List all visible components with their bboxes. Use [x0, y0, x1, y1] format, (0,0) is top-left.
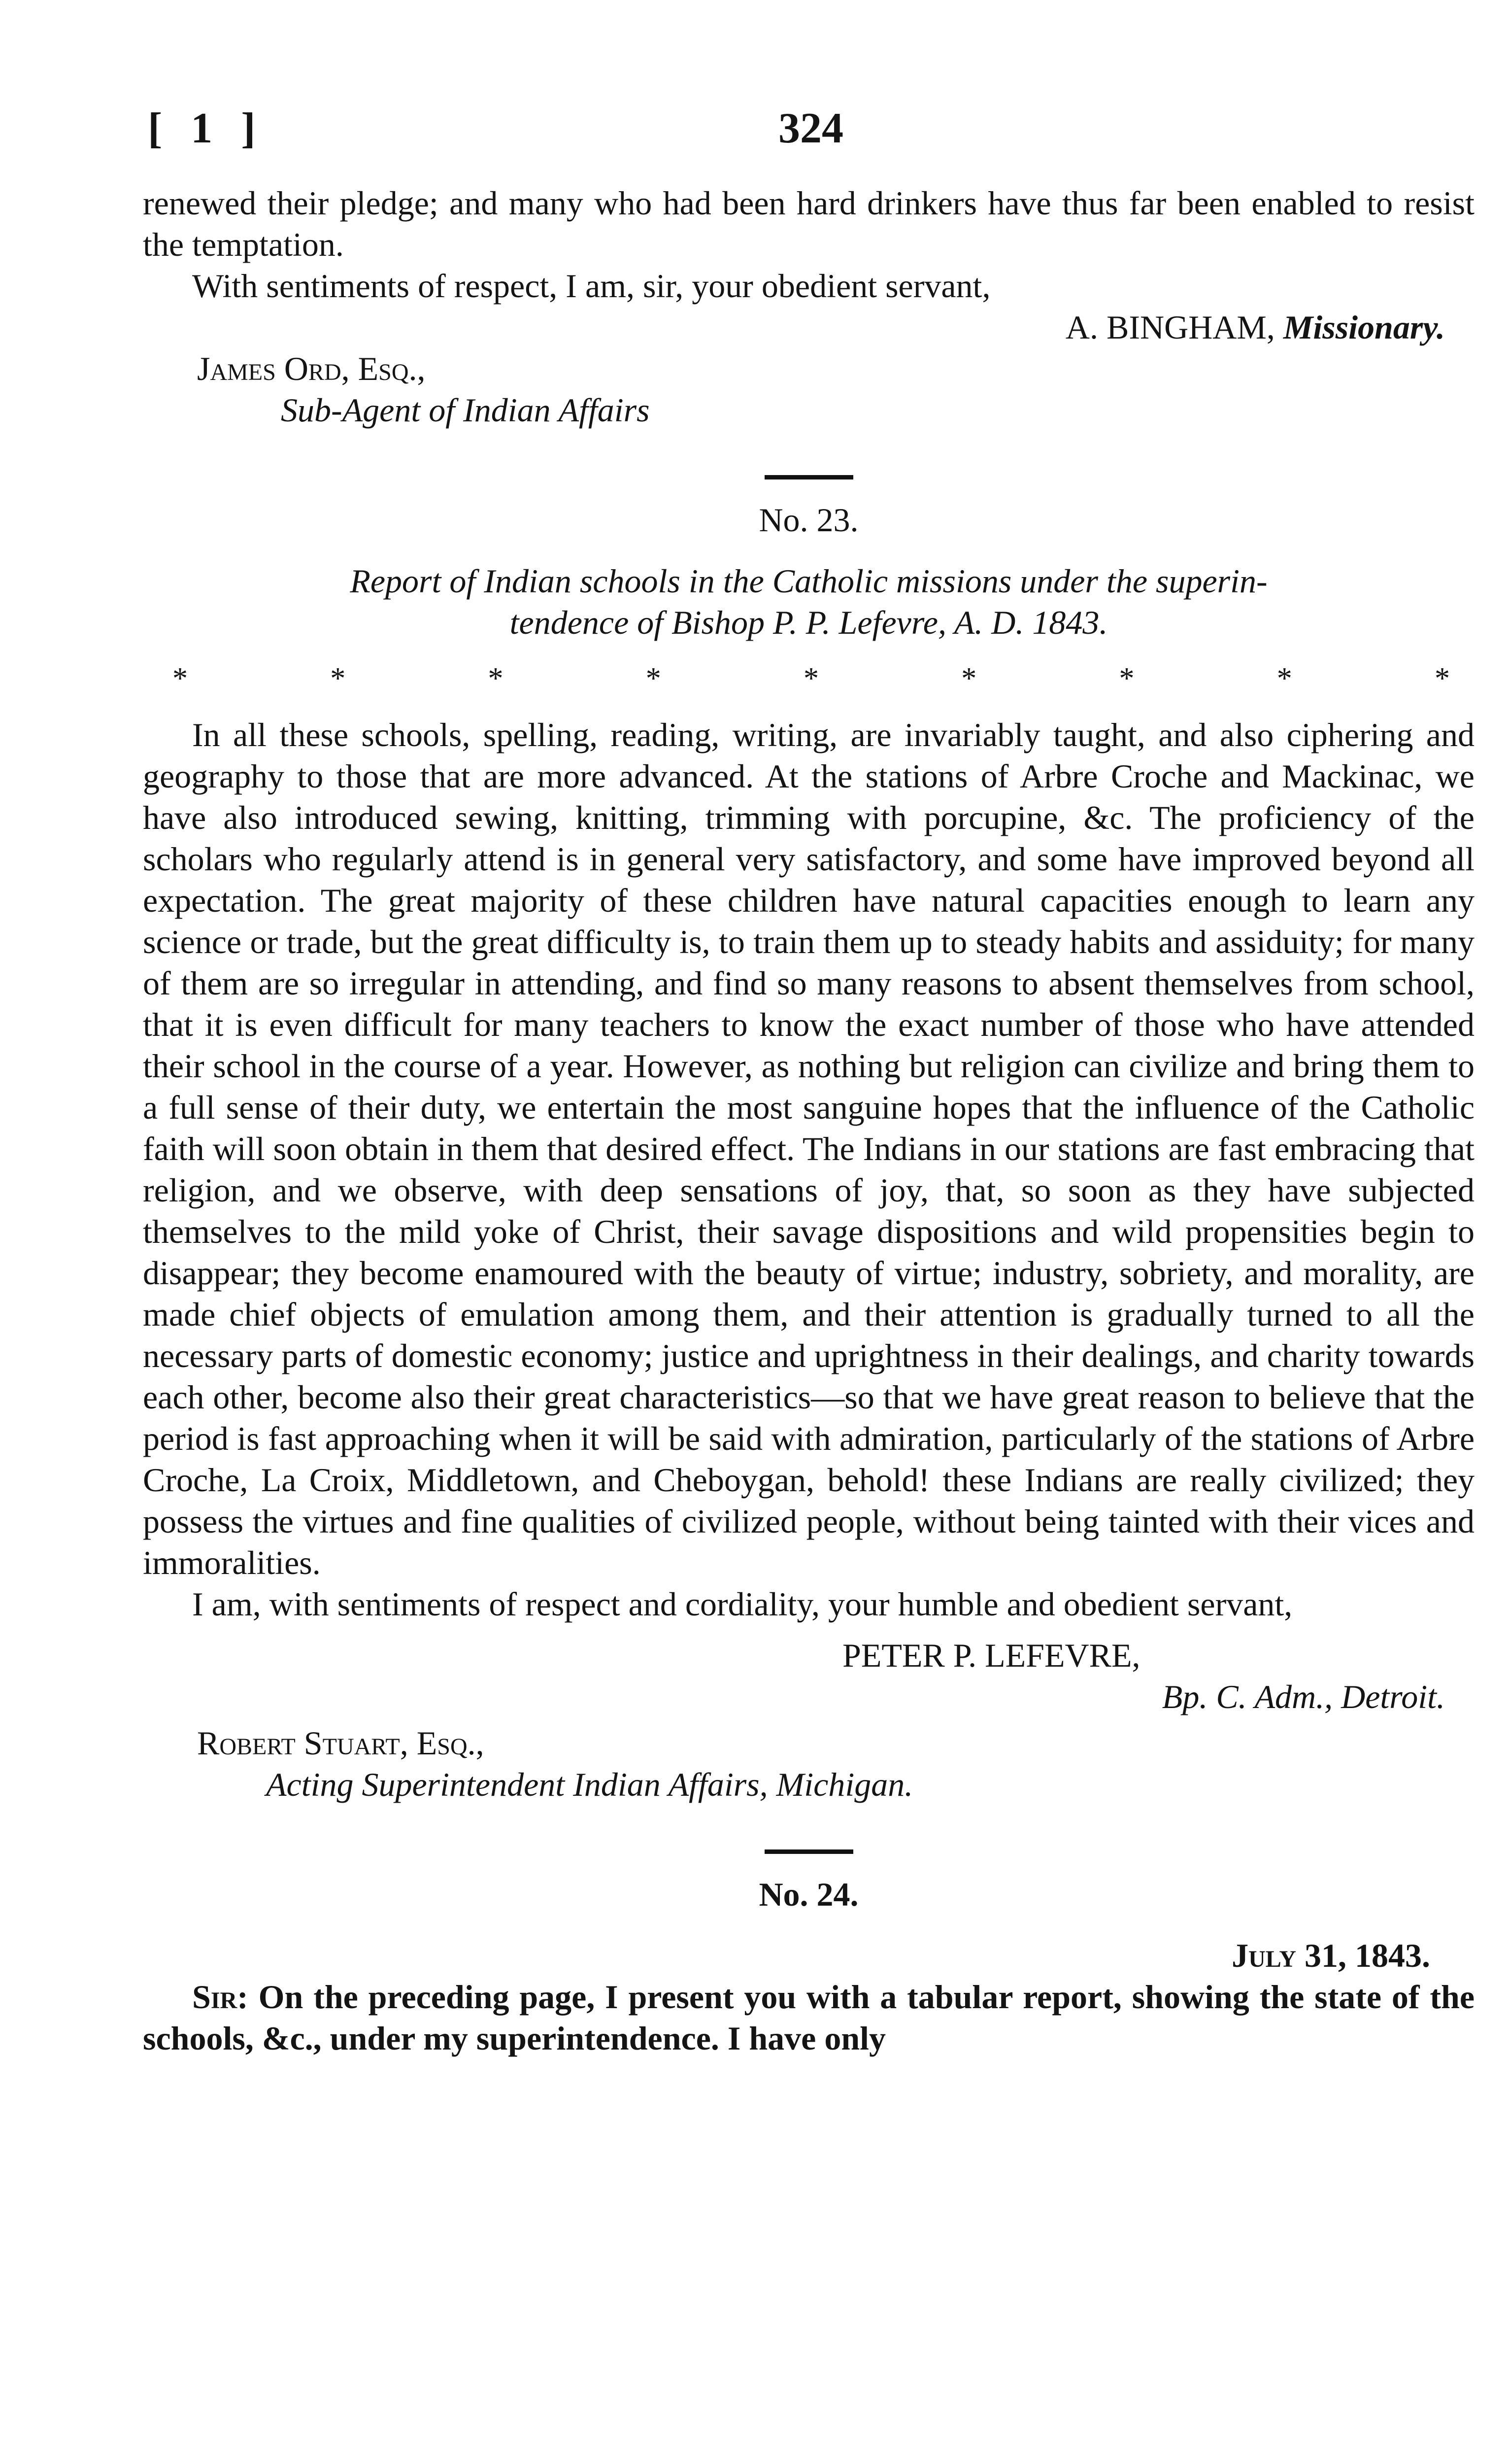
- section-divider: [765, 1849, 853, 1854]
- signature-mark: [ 1 ]: [148, 104, 265, 152]
- addressee-name: Robert Stuart, Esq.,: [197, 1724, 484, 1762]
- asterisk: *: [330, 662, 346, 695]
- addressee-title: Sub-Agent of Indian Affairs: [281, 391, 650, 429]
- signature-name: A. BINGHAM,: [1065, 308, 1275, 346]
- page-header: [143, 99, 1475, 182]
- signature-title: Bp. C. Adm., Detroit.: [1162, 1678, 1445, 1715]
- report-title-line-1: Report of Indian schools in the Catholic missions under the superin-: [350, 562, 1268, 600]
- asterisk: *: [1276, 662, 1292, 695]
- addressee-name: James Ord, Esq.,: [197, 350, 426, 387]
- asterisk-separator: [143, 658, 1475, 699]
- signature-name: PETER P. LEFEVRE,: [842, 1637, 1140, 1674]
- page-text: [143, 182, 1475, 2059]
- section-divider: [765, 475, 853, 479]
- asterisk: *: [488, 662, 503, 695]
- asterisk: *: [804, 662, 819, 695]
- letter-body: On the preceding page, I present you with a tabular report, showing the state of the schools, &c., under my superintendence. I have only: [143, 1978, 1475, 2057]
- asterisk: *: [1119, 662, 1135, 695]
- report-title-line-2: tendence of Bishop P. P. Lefevre, A. D. 1843.: [509, 604, 1108, 641]
- letter-continuation: renewed their pledge; and many who had been hard drinkers have thus far been enabled to resist the temptation.: [143, 184, 1475, 263]
- asterisk: *: [645, 662, 661, 695]
- asterisk: *: [961, 662, 977, 695]
- letter-signature: [143, 307, 1445, 348]
- report-body: In all these schools, spelling, reading, writing, are invariably taught, and also ciphering and geography to those that are more advanced. At the stations of Arbre Croche and Mackinac, we have also introduced sewing, knitting, trimming with porcupine, &c. The proficiency of the scholars who regularly attend is in general very satisfactory, and some have improved beyond all expectation. The great majority of these children have natural capacities enough to learn any science or trade, but the great difficulty is, to train them up to steady habits and assiduity; for many of them are so irregular in attending, and find so many reasons to absent themselves from school, that it is even difficult for many teachers to know the exact number of those who have attended their school in the course of a year. However, as nothing but religion can civilize and bring them to a full sense of their duty, we entertain the most sanguine hopes that the influence of the Catholic faith will soon obtain in them that desired effect. The Indians in our stations are fast embracing that religion, and we observe, with deep sensations of joy, that, so soon as they have subjected themselves to the mild yoke of Christ, their savage dispositions and wild propensities begin to disappear; they become enamoured with the beauty of virtue; industry, sobriety, and morality, are made chief objects of emulation among them, and their attention is gradually turned to all the necessary parts of domestic economy; justice and uprightness in their dealings, and charity towards each other, become also their great characteristics—so that we have great reason to believe that the period is fast approaching when it will be said with admiration, particularly of the stations of Arbre Croche, La Croix, Middletown, and Cheboygan, behold! these Indians are really civilized; they possess the virtues and fine qualities of civilized people, without being tainted with their vices and immoralities.: [143, 716, 1475, 1581]
- letter-sentiments: With sentiments of respect, I am, sir, your obedient servant,: [192, 267, 991, 305]
- signature-title: Missionary.: [1283, 308, 1445, 346]
- asterisk: *: [172, 662, 188, 695]
- document-number: No. 23.: [759, 501, 859, 539]
- asterisk: *: [1435, 662, 1450, 695]
- addressee-title: Acting Superintendent Indian Affairs, Michigan.: [266, 1766, 913, 1803]
- report-signature: [143, 1635, 1475, 1717]
- report-closing: I am, with sentiments of respect and cordiality, your humble and obedient servant,: [192, 1585, 1293, 1623]
- document-number: No. 24.: [759, 1876, 859, 1913]
- letter-opening: [143, 1976, 1475, 2059]
- page-number: 324: [778, 104, 843, 152]
- letter-date: July 31, 1843.: [1232, 1937, 1430, 1974]
- salutation: Sir:: [192, 1978, 248, 2016]
